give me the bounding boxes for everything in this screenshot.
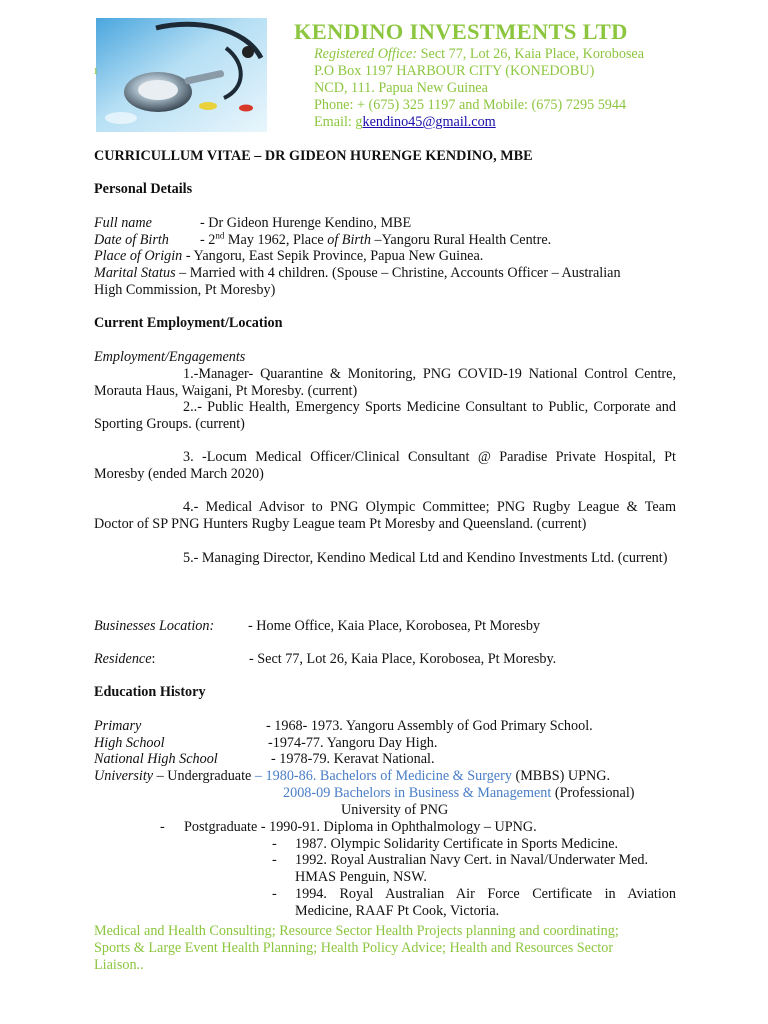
mbbs-degree: – 1980-86. Bachelors of Medicine & Surgery — [251, 768, 512, 784]
stethoscope-logo — [96, 18, 267, 132]
undergraduate-label: – Undergraduate — [153, 768, 252, 784]
residence-label-wrap — [94, 651, 155, 668]
footer-line-1: Medical and Health Consulting; Resource Sector Health Projects planning and coordinating; — [94, 923, 619, 939]
phone-line: Phone: + (675) 325 1197 and Mobile: (675) 7295 5944 — [314, 97, 627, 113]
cert-2-line: 1992. Royal Australian Navy Cert. in Naval/Underwater Med. — [295, 852, 649, 868]
marital-line — [94, 265, 676, 282]
business-location-value: - Home Office, Kaia Place, Korobosea, Pt Moresby — [248, 618, 541, 634]
university-line — [94, 768, 610, 785]
dob-label: Date of Birth — [94, 232, 169, 248]
cert-3-line-2: Medicine, RAAF Pt Cook, Victoria. — [295, 903, 500, 919]
marital-line-2: High Commission, Pt Moresby) — [94, 282, 276, 298]
cert-3-line: 1994. Royal Australian Air Force Certificate in Aviation — [295, 886, 676, 902]
residence-value: - Sect 77, Lot 26, Kaia Place, Korobosea, Pt Moresby. — [249, 651, 557, 667]
employment-heading: Current Employment/Location — [94, 315, 283, 331]
residence-label: Residence — [94, 651, 152, 667]
high-school-label: High School — [94, 735, 165, 751]
po-box-line: P.O Box 1197 HARBOUR CITY (KONEDOBU) — [314, 63, 595, 79]
cert-2-line-2: HMAS Penguin, NSW. — [295, 869, 427, 885]
education-heading: Education History — [94, 684, 206, 700]
primary-label: Primary — [94, 718, 142, 734]
registered-office-value: Sect 77, Lot 26, Kaia Place, Korobosea — [420, 46, 645, 62]
business-location-label: Businesses Location: — [94, 618, 215, 634]
dob-sup: nd — [215, 230, 225, 241]
email-label: Email: — [314, 114, 356, 130]
stethoscope-illustration — [96, 18, 267, 132]
employment-item-5: 5.- Managing Director, Kendino Medical Ltd and Kendino Investments Ltd. (current) — [183, 550, 668, 566]
national-high-label: National High School — [94, 751, 218, 767]
registered-office-label: Registered Office: — [314, 46, 418, 62]
bbm-line — [283, 785, 634, 802]
dob-value — [200, 232, 551, 249]
email-line — [314, 114, 496, 131]
employment-item-3: 3. -Locum Medical Officer/Clinical Consultant @ Paradise Private Hospital, Pt Moresby (ended March 2020) — [94, 449, 676, 482]
dob-date: May 1962, Place — [224, 232, 328, 248]
mbbs-suffix: (MBBS) UPNG. — [511, 768, 611, 784]
bbm-degree: 2008-09 Bachelors in Business & Management — [283, 785, 552, 801]
cv-title: CURRICULLUM VITAE – DR GIDEON HURENGE KENDINO, MBE — [94, 148, 533, 164]
high-school-value: -1974-77. Yangoru Day High. — [268, 735, 438, 751]
full-name-value: - Dr Gideon Hurenge Kendino, MBE — [200, 215, 412, 231]
bbm-suffix: (Professional) — [551, 785, 635, 801]
origin-label: Place of Origin — [94, 248, 183, 264]
university-label: University — [94, 768, 154, 784]
employment-item-2: 2..- Public Health, Emergency Sports Medicine Consultant to Public, Corporate and Sporting Groups. (current) — [94, 399, 676, 432]
registered-office-line — [314, 46, 644, 63]
ncd-line: NCD, 111. Papua New Guinea — [314, 80, 488, 96]
company-name: KENDINO INVESTMENTS LTD — [294, 19, 628, 44]
footer-line-3: Liaison.. — [94, 957, 144, 973]
dob-pob-label: of Birth — [327, 232, 371, 248]
cert-1-line: 1987. Olympic Solidarity Certificate in Sports Medicine. — [295, 836, 619, 852]
marital-label: Marital Status — [94, 265, 176, 281]
personal-details-heading: Personal Details — [94, 181, 193, 197]
cert-2-dash: - — [272, 852, 277, 868]
email-prefix: g — [355, 114, 363, 130]
university-of-png: University of PNG — [341, 802, 449, 818]
employment-item-4: 4.- Medical Advisor to PNG Olympic Committee; PNG Rugby League & Team Doctor of SP PNG Hunters Rugby League team Pt Moresby and Queensland. (current) — [94, 499, 676, 532]
dob-dash: - 2 — [200, 232, 216, 248]
dob-pob-value: –Yangoru Rural Health Centre. — [370, 232, 552, 248]
footer-line-2: Sports & Large Event Health Planning; Health Policy Advice; Health and Resources Sector — [94, 940, 614, 956]
logo-caret: ı — [94, 62, 98, 77]
primary-value: - 1968- 1973. Yangoru Assembly of God Primary School. — [266, 718, 593, 734]
origin-line — [94, 248, 483, 265]
national-high-value: - 1978-79. Keravat National. — [271, 751, 435, 767]
cert-1-dash: - — [272, 836, 277, 852]
postgraduate-dash: - — [160, 819, 165, 835]
email-link[interactable]: kendino45@gmail.com — [362, 114, 496, 130]
postgraduate-line: Postgraduate - 1990-91. Diploma in Ophthalmology – UPNG. — [184, 819, 537, 835]
employment-item-1: 1.-Manager- Quarantine & Monitoring, PNG COVID-19 National Control Centre, Morauta Haus, Waigani, Pt Moresby. (current) — [94, 366, 676, 399]
residence-colon: : — [151, 651, 156, 667]
engagements-subheading: Employment/Engagements — [94, 349, 246, 365]
origin-value: - Yangoru, East Sepik Province, Papua New Guinea. — [182, 248, 484, 264]
full-name-label: Full name — [94, 215, 152, 231]
marital-value-1: – Married with 4 children. (Spouse – Christine, Accounts Officer – Australian — [175, 265, 621, 281]
cert-3-dash: - — [272, 886, 277, 902]
